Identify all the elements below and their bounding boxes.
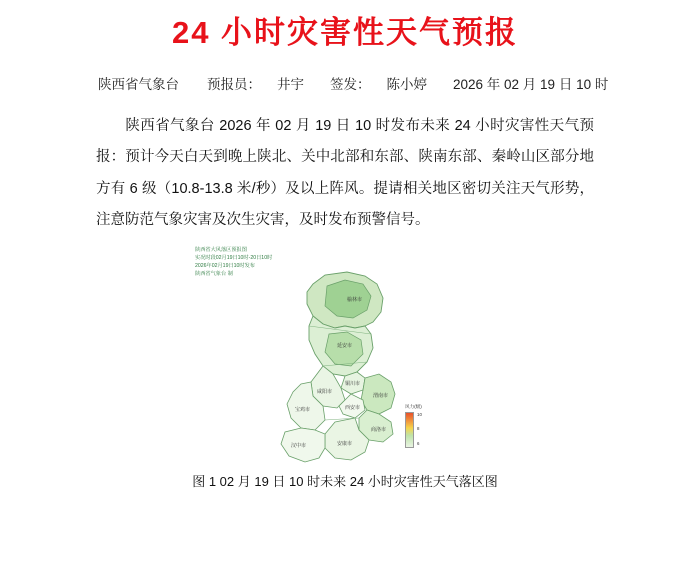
map-city-label-shangluo: 商洛市 (371, 426, 387, 433)
forecast-body (0, 93, 690, 236)
map-city-label-yanan: 延安市 (337, 342, 353, 349)
map-header-line-2: 实况时段02月19日10时-20日10时 (195, 254, 273, 261)
forecast-body-text: 陕西省气象台 2026 年 02 月 19 日 10 时发布未来 24 小时灾害性天气预报：预计今天白天到晚上陕北、关中北部和东部、陕南东部、秦岭山区部分地方有 6 级（10.8-13.8 米/秒）及以上阵风。提请相关地区密切关注天气形势，注意防范气象灾害及次生灾害，及时发布预警信号。 (96, 118, 594, 228)
legend-title: 风力(级) (405, 403, 422, 409)
figure-block (0, 242, 690, 500)
document-meta (0, 51, 690, 93)
meta-datetime: 2026 年 02 月 19 日 10 时 (453, 77, 609, 93)
legend-tick-10: 10 (417, 411, 422, 417)
map-city-label-tongchuan: 铜川市 (345, 380, 361, 387)
map-header-line-3: 2026年02月19日10时发布 (195, 263, 255, 269)
map-header-text (195, 246, 272, 278)
map-city-label-xian: 西安市 (345, 404, 361, 411)
legend-tick-6: 6 (417, 440, 420, 446)
legend-body (405, 412, 451, 448)
figure-caption: 图 1 02 月 19 日 10 时未来 24 小时灾害性天气落区图 (192, 473, 498, 489)
forecast-map (195, 242, 495, 492)
map-city-label-ankang: 安康市 (337, 440, 353, 447)
map-city-label-hanzhong: 汉中市 (291, 442, 307, 449)
meta-forecaster-name: 井宇 (277, 77, 304, 93)
meta-issuer-label: 签发： (330, 77, 371, 93)
legend-tick-8: 8 (417, 426, 420, 432)
legend-color-bar (405, 412, 414, 448)
map-city-label-baoji: 宝鸡市 (295, 406, 311, 413)
map-header-line-4: 陕西省气象台 制 (195, 271, 233, 278)
meta-forecaster-label: 预报员： (207, 77, 261, 93)
meta-issuer-name: 陈小婷 (386, 77, 427, 93)
map-city-label-yulin: 榆林市 (347, 296, 363, 303)
map-city-label-weinan: 渭南市 (373, 392, 389, 399)
map-header-line-1: 陕西省大风落区预报图 (195, 246, 247, 253)
map-city-label-xianyang: 咸阳市 (317, 388, 333, 395)
page-title: 24 小时灾害性天气预报 (171, 15, 519, 50)
legend-tick-list (417, 412, 422, 446)
meta-office: 陕西省气象台 (98, 77, 179, 93)
shaanxi-province-map-svg (195, 242, 495, 492)
map-legend (405, 404, 451, 448)
